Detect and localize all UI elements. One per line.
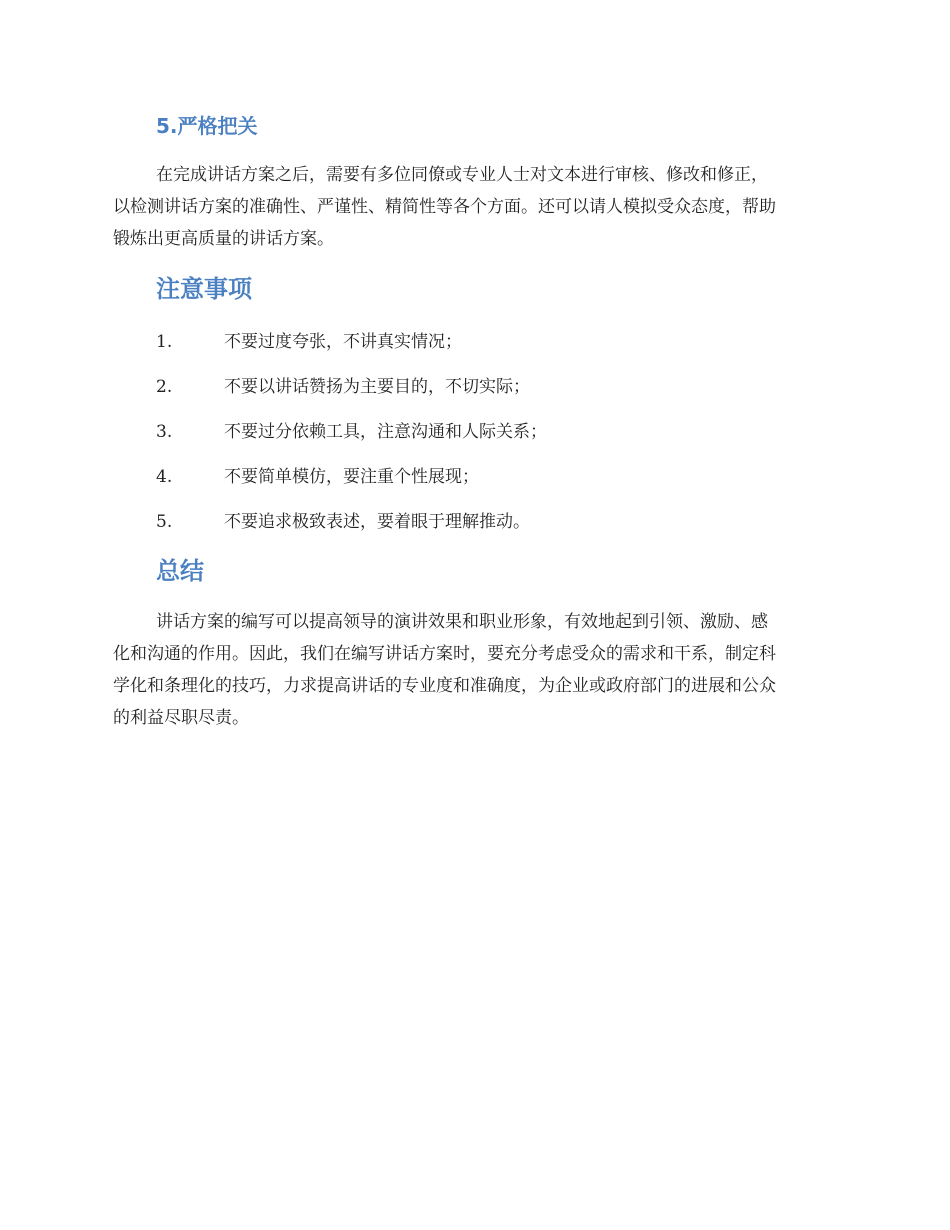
- section-heading-strict-review: 5.严格把关: [156, 114, 258, 138]
- section-heading-notes: 注意事项: [156, 275, 252, 303]
- list-item-number: 1.: [156, 332, 173, 352]
- list-item-number: 5.: [156, 512, 173, 532]
- list-item-number: 4.: [156, 467, 173, 487]
- paragraph-line: 讲话方案的编写可以提高领导的演讲效果和职业形象，有效地起到引领、激励、感: [156, 612, 768, 632]
- paragraph-line: 锻炼出更高质量的讲话方案。: [113, 229, 334, 249]
- list-item-text: 不要追求极致表述，要着眼于理解推动。: [224, 512, 530, 532]
- list-item-number: 3.: [156, 422, 173, 442]
- list-item: [156, 461, 836, 506]
- list-item-text: 不要简单模仿，要注重个性展现；: [224, 467, 479, 487]
- list-item: [156, 416, 836, 461]
- paragraph-line: 学化和条理化的技巧，力求提高讲话的专业度和准确度，为企业或政府部门的进展和公众: [113, 676, 776, 696]
- list-item: [156, 506, 836, 551]
- section-heading-summary: 总结: [156, 557, 204, 585]
- list-item: [156, 371, 836, 416]
- paragraph-strict-review: [113, 159, 838, 255]
- paragraph-line: 的利益尽职尽责。: [113, 708, 249, 728]
- list-item-text: 不要以讲话赞扬为主要目的，不切实际；: [224, 377, 530, 397]
- paragraph-line: 以检测讲话方案的准确性、严谨性、精简性等各个方面。还可以请人模拟受众态度，帮助: [113, 197, 776, 217]
- list-item-number: 2.: [156, 377, 173, 397]
- paragraph-line: 在完成讲话方案之后，需要有多位同僚或专业人士对文本进行审核、修改和修正，: [156, 165, 768, 185]
- list-item: [156, 326, 836, 371]
- list-item-text: 不要过分依赖工具，注意沟通和人际关系；: [224, 422, 547, 442]
- paragraph-summary: [113, 606, 838, 734]
- list-item-text: 不要过度夸张，不讲真实情况；: [224, 332, 462, 352]
- notes-list: [156, 326, 836, 551]
- paragraph-line: 化和沟通的作用。因此，我们在编写讲话方案时，要充分考虑受众的需求和干系，制定科: [113, 644, 776, 664]
